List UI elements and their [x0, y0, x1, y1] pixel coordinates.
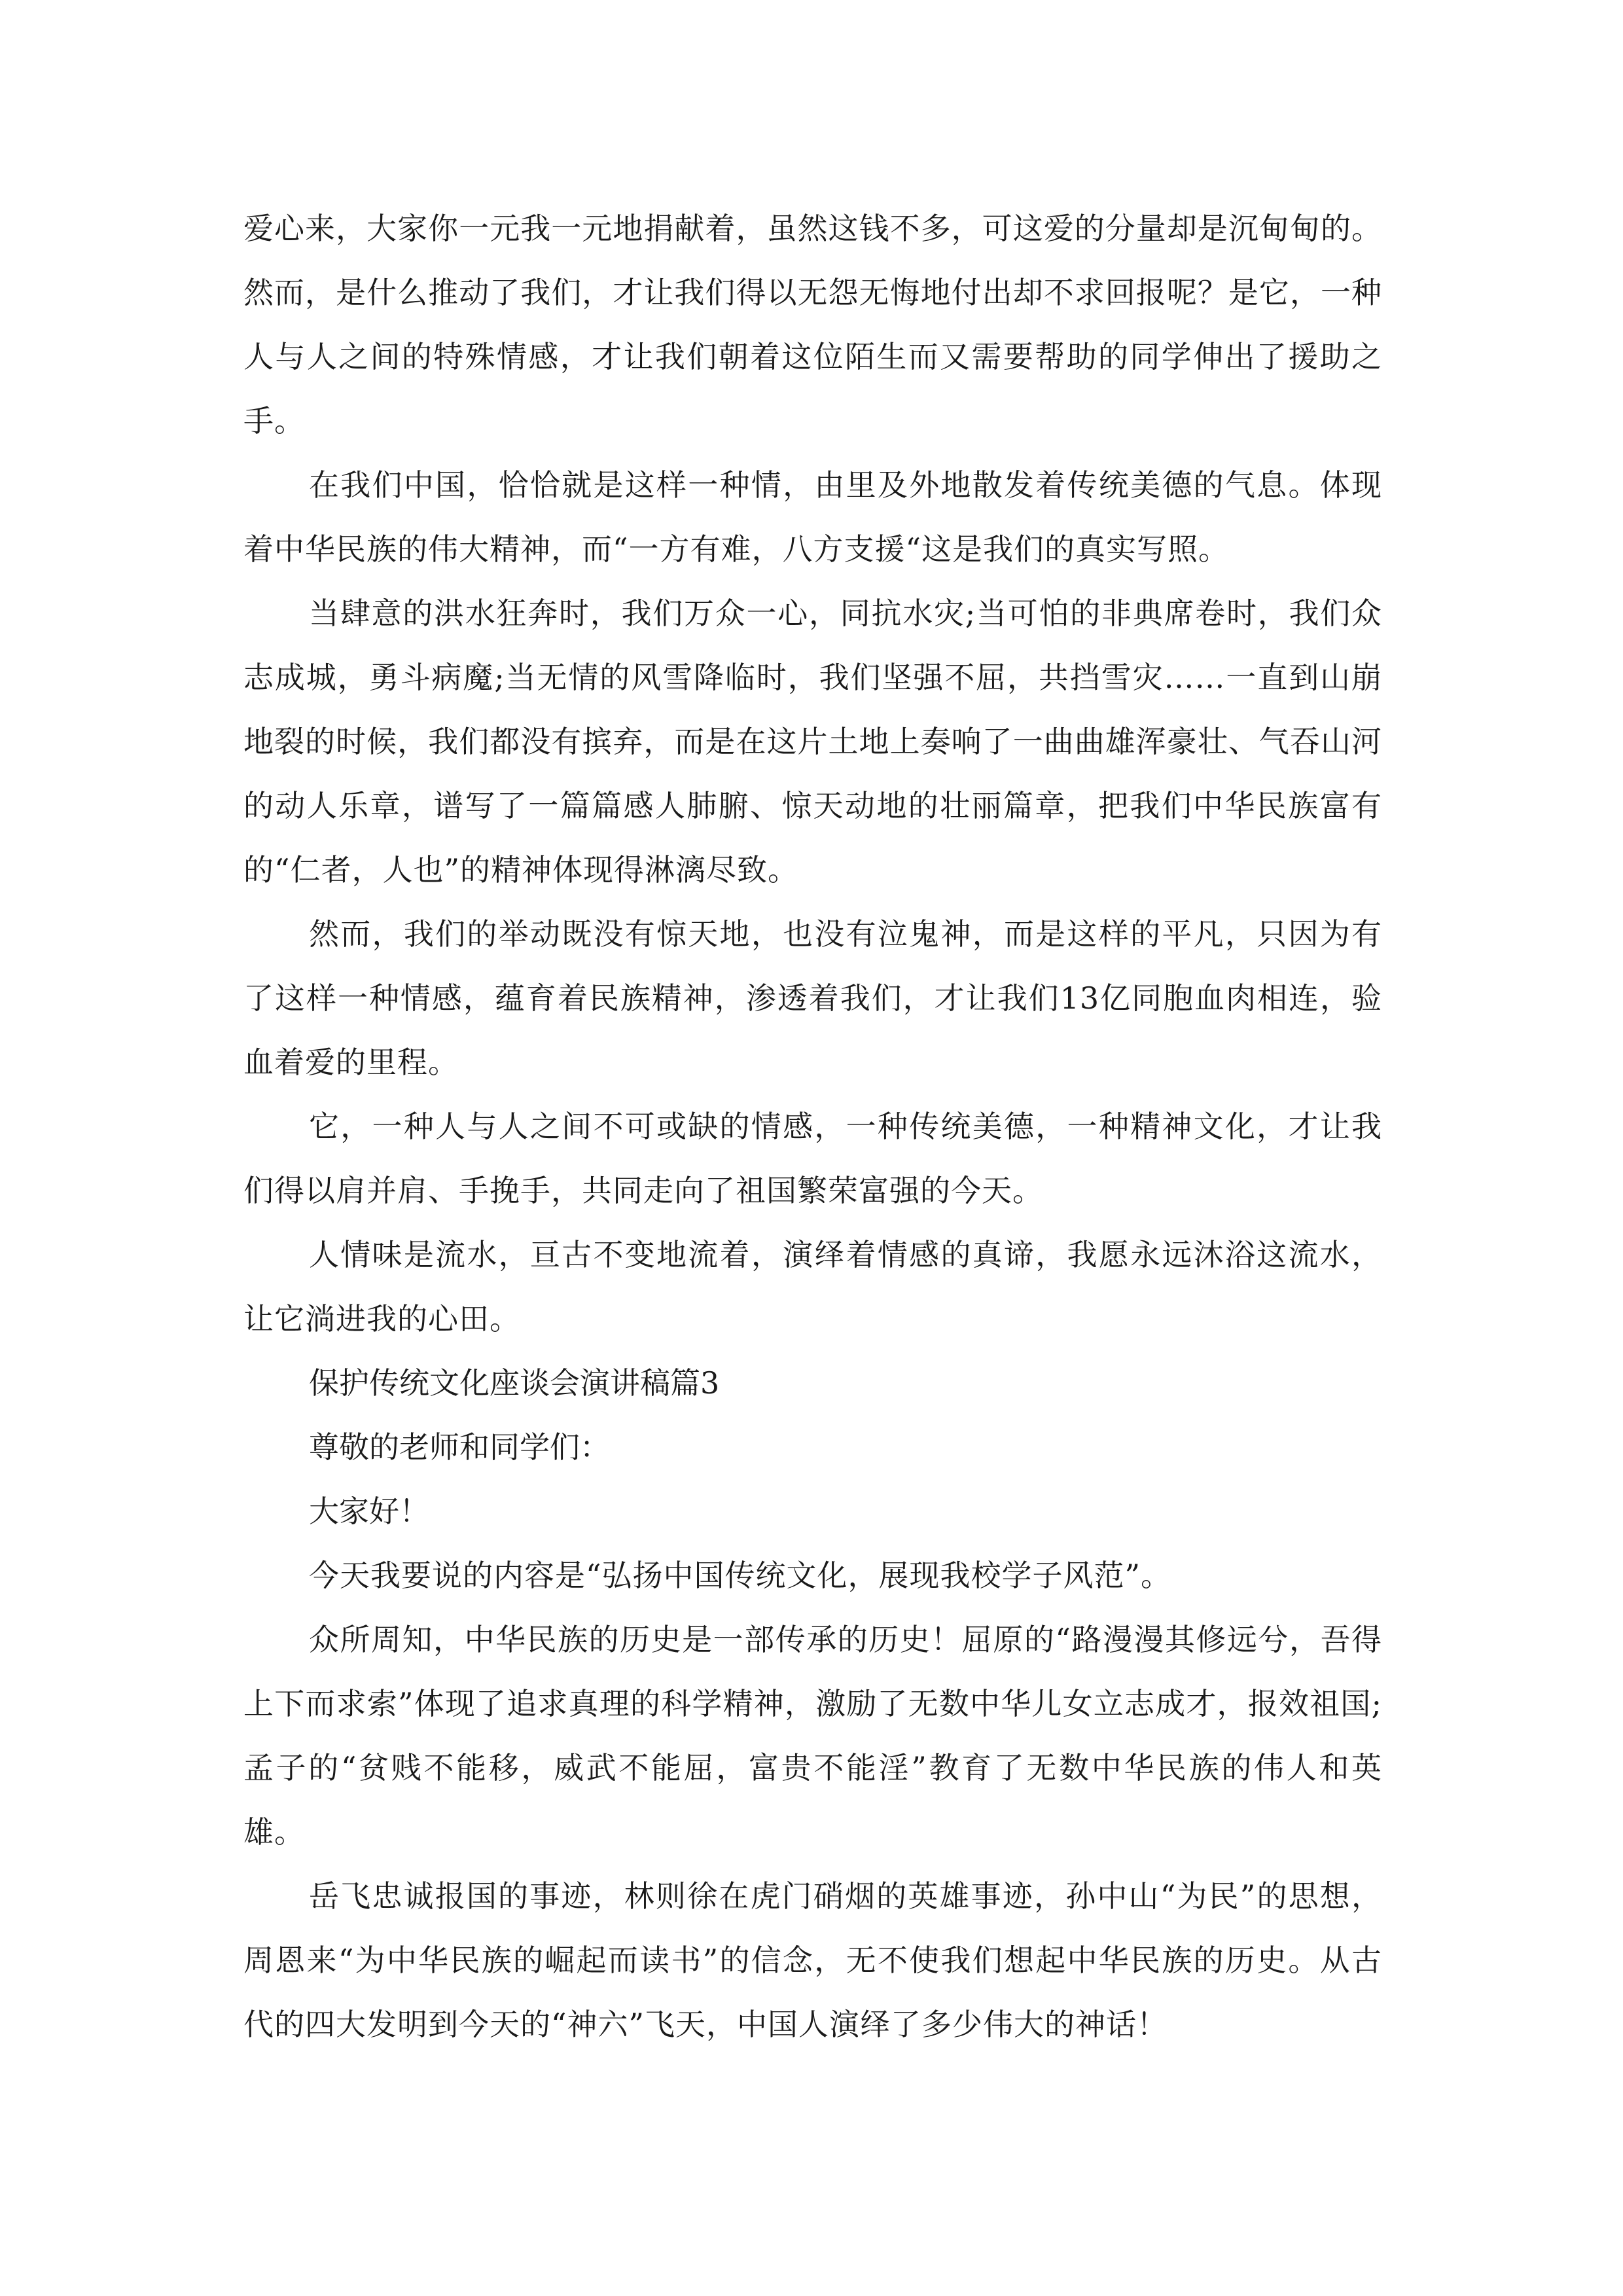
paragraph-7: 今天我要说的内容是“弘扬中国传统文化，展现我校学子风范”。	[309, 1558, 1172, 1593]
section-title: 保护传统文化座谈会演讲稿篇3	[309, 1365, 720, 1401]
paragraph-9: 岳飞忠诚报国的事迹，林则徐在虎门硝烟的英雄事迹，孙中山“为民”的思想，周恩来“为中华民族的崛起而读书”的信念，无不使我们想起中华民族的历史。从古代的四大发明到今天的“神六”飞天，中国人演绎了多少伟大的神话！	[243, 1878, 1382, 2042]
salutation: 尊敬的老师和同学们：	[309, 1429, 610, 1465]
paragraph-8: 众所周知，中华民族的历史是一部传承的历史！屈原的“路漫漫其修远兮，吾得上下而求索”体现了追求真理的科学精神，激励了无数中华儿女立志成才，报效祖国;孟子的“贫贱不能移，威武不能屈，富贵不能淫”教育了无数中华民族的伟人和英雄。	[243, 1622, 1382, 1850]
paragraph-1: 爱心来，大家你一元我一元地捐献着，虽然这钱不多，可这爱的分量却是沉甸甸的。然而，是什么推动了我们，才让我们得以无怨无悔地付出却不求回报呢？是它，一种人与人之间的特殊情感，才让我们朝着这位陌生而又需要帮助的同学伸出了援助之手。	[243, 211, 1382, 439]
paragraph-6: 人情味是流水，亘古不变地流着，演绎着情感的真谛，我愿永远沐浴这流水，让它淌进我的心田。	[243, 1237, 1382, 1336]
paragraph-2: 在我们中国，恰恰就是这样一种情，由里及外地散发着传统美德的气息。体现着中华民族的伟大精神，而“一方有难，八方支援“这是我们的真实写照。	[243, 467, 1382, 567]
paragraph-4: 然而，我们的举动既没有惊天地，也没有泣鬼神，而是这样的平凡，只因为有了这样一种情感，蕴育着民族精神，渗透着我们，才让我们13亿同胞血肉相连，验血着爱的里程。	[243, 916, 1382, 1080]
paragraph-3: 当肆意的洪水狂奔时，我们万众一心，同抗水灾;当可怕的非典席卷时，我们众志成城，勇斗病魔;当无情的风雪降临时，我们坚强不屈，共挡雪灾……一直到山崩地裂的时候，我们都没有摈弃，而是在这片土地上奏响了一曲曲雄浑豪壮、气吞山河的动人乐章，谱写了一篇篇感人肺腑、惊天动地的壮丽篇章，把我们中华民族富有的“仁者，人也”的精神体现得淋漓尽致。	[243, 596, 1382, 888]
paragraph-5: 它，一种人与人之间不可或缺的情感，一种传统美德，一种精神文化，才让我们得以肩并肩、手挽手，共同走向了祖国繁荣富强的今天。	[243, 1109, 1382, 1208]
document-body	[243, 196, 1382, 2056]
greeting: 大家好！	[309, 1494, 429, 1529]
